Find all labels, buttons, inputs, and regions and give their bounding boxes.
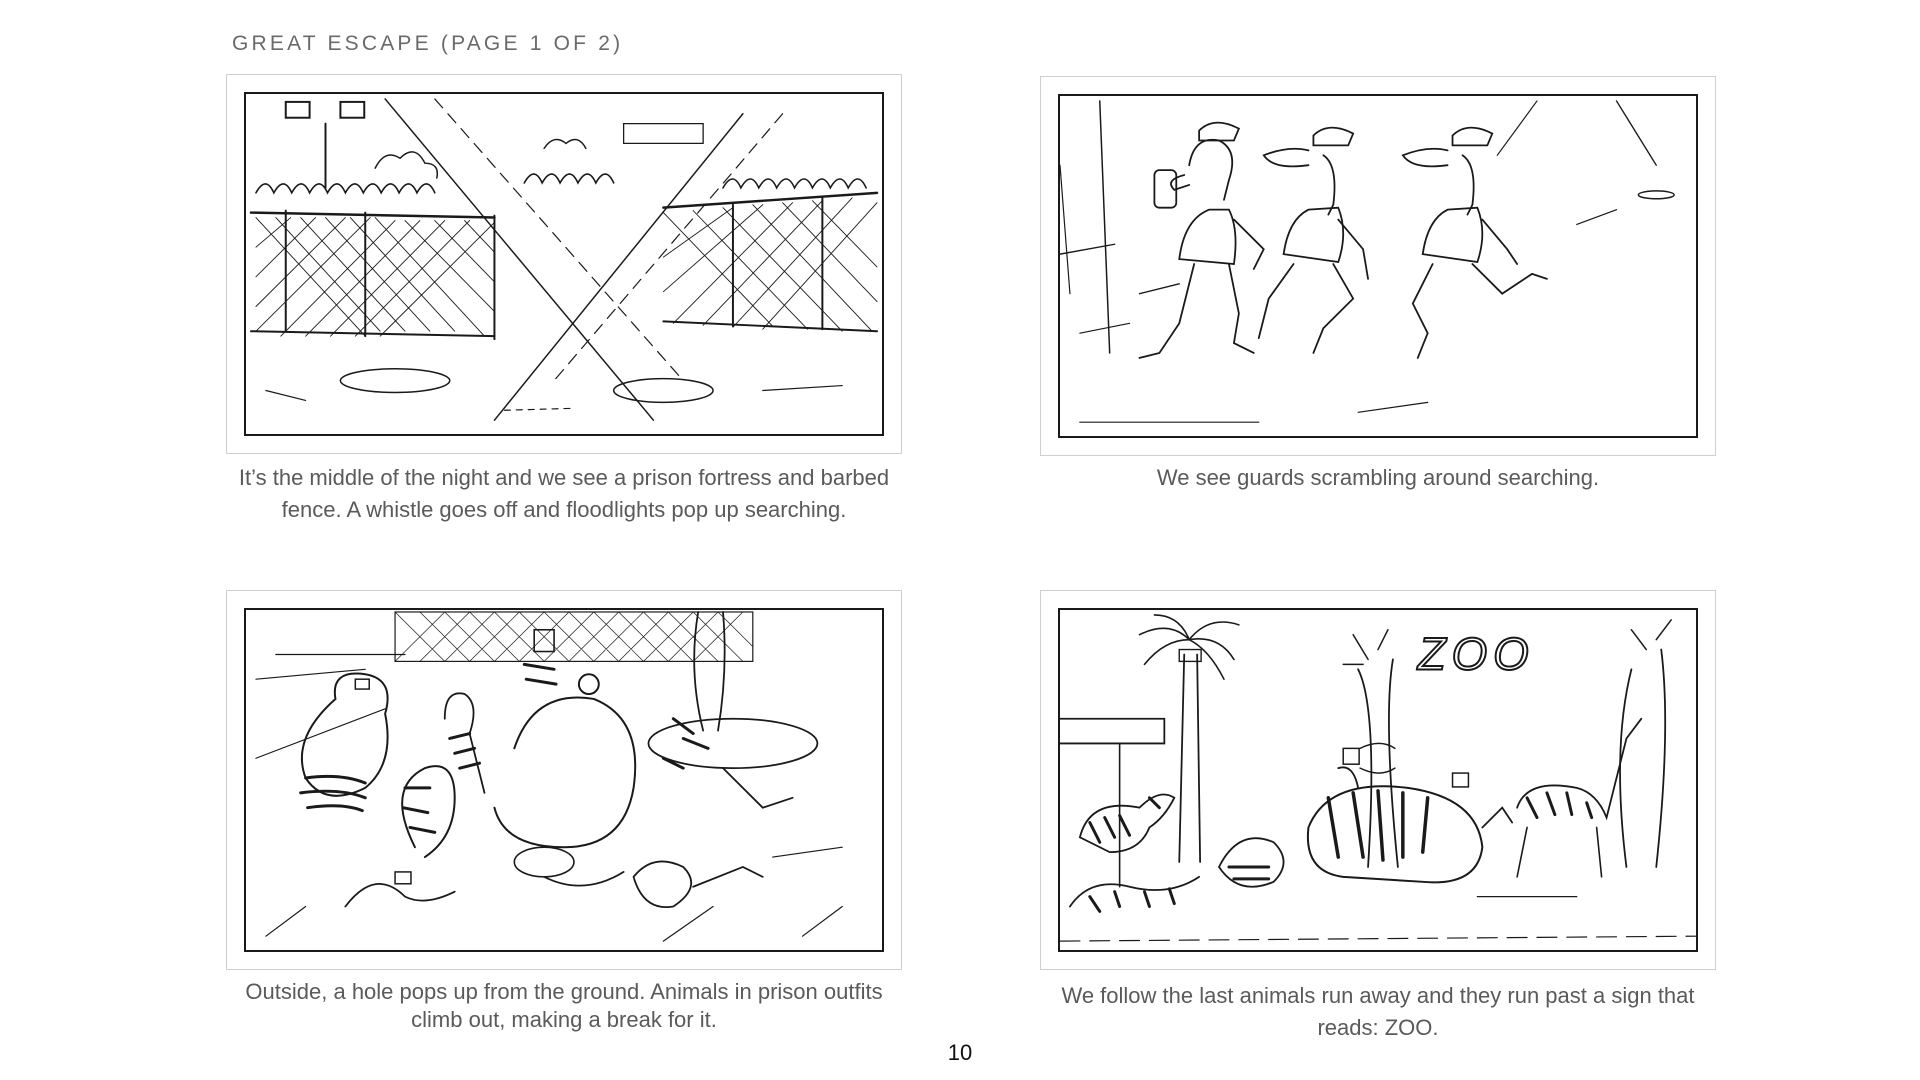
panel-4-caption: We follow the last animals run away and they run past a sign that reads: ZOO. [1061,983,1695,1040]
panel-3-caption: Outside, a hole pops up from the ground. Animals in prison outfits climb out, making a break for it. [245,979,883,1032]
panel-1-caption: It’s the middle of the night and we see a prison fortress and barbed fence. A whistle goes off and floodlights pop up searching. [238,465,890,522]
page-number: 10 [947,1040,973,1065]
storyboard-panel-4 [1040,590,1716,970]
panel-2-caption: We see guards scrambling around searching. [1156,465,1600,490]
storyboard-panel-1 [226,74,902,454]
storyboard-panel-2 [1040,76,1716,456]
zoo-sign-text: ZOO [1417,628,1535,680]
panel-2-illustration [1058,94,1698,438]
page-title: GREAT ESCAPE (PAGE 1 OF 2) [232,32,624,55]
panel-3-illustration [244,608,884,952]
panel-1-illustration [244,92,884,436]
storyboard-panel-3 [226,590,902,970]
panel-4-illustration [1058,608,1698,952]
